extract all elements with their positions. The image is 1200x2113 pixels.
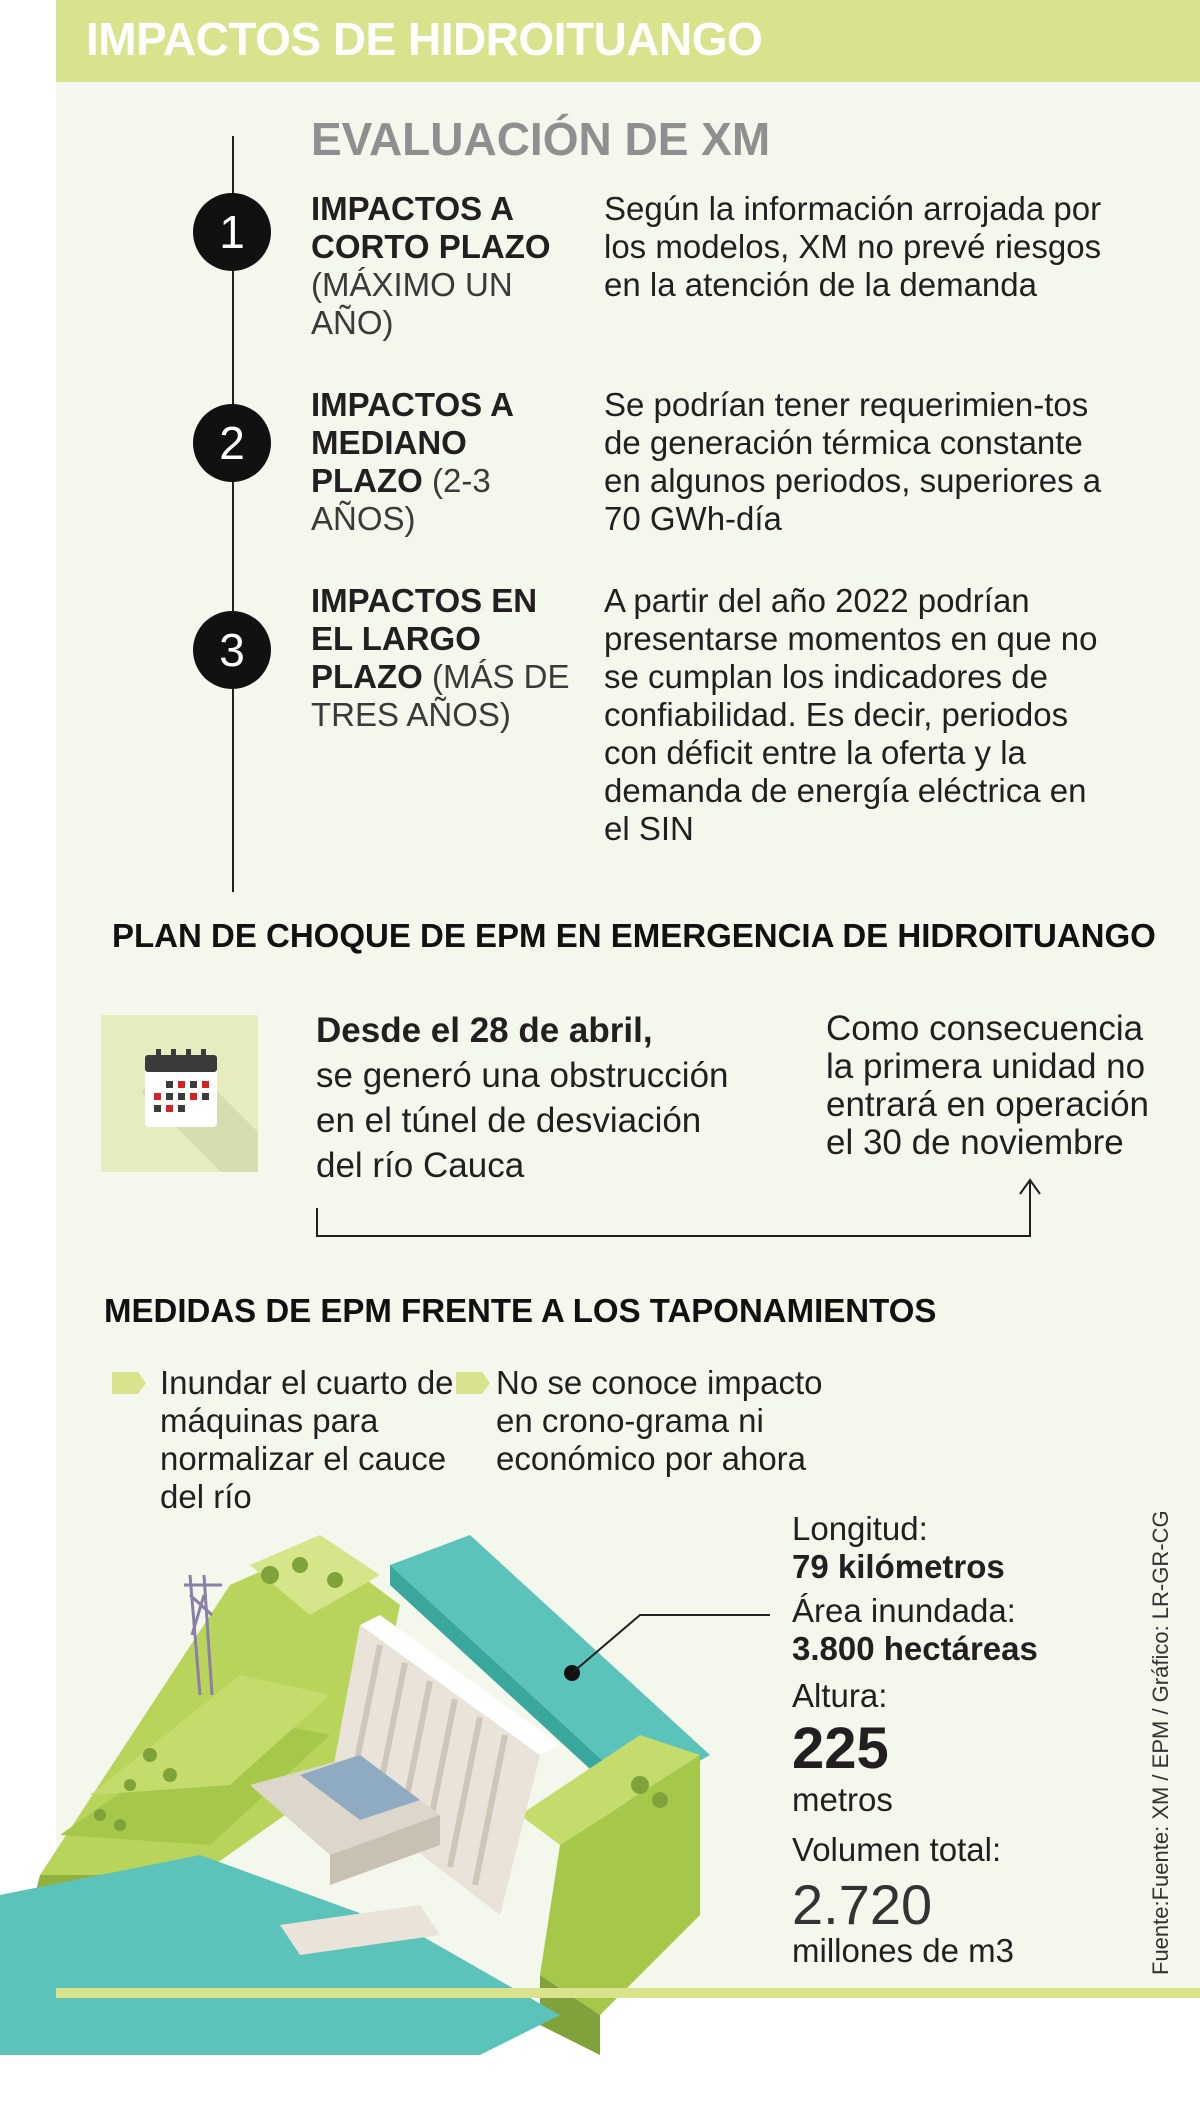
impact-heading-3-bold-1: IMPACTOS EN — [311, 582, 538, 619]
impact-heading-1-bold-1: IMPACTOS A — [311, 190, 514, 227]
stat-length-value-text: 79 kilómetros — [792, 1548, 1005, 1585]
impact-heading-1-sub-2: AÑO) — [311, 304, 394, 341]
stat-height-label: Altura: — [792, 1677, 888, 1714]
bottom-rule — [56, 1988, 1200, 1998]
impact-heading-1-bold-2: CORTO PLAZO — [311, 228, 551, 265]
evaluation-title: EVALUACIÓN DE XM — [311, 113, 771, 165]
measure-item-2: No se conoce impacto en crono-grama ni económico por ahora — [496, 1364, 823, 1477]
plan-left-body: se generó una obstrucción en el túnel de desviación del río Cauca — [316, 1056, 729, 1185]
source-credits: Fuente:Fuente: XM / EPM / Gráfico: LR-GR-CG — [1148, 1510, 1173, 1975]
page-title: IMPACTOS DE HIDROITUANGO — [86, 13, 763, 65]
impact-heading-3-bold-2: EL LARGO — [311, 620, 481, 657]
stat-volume-value: 2.720 — [792, 1873, 933, 1936]
stat-height-value: 225 — [792, 1716, 889, 1781]
impact-heading-2-sub-2: AÑOS) — [311, 500, 416, 537]
plan-right-text: Como consecuencia la primera unidad no entrará en operación el 30 de noviembre — [826, 1009, 1149, 1162]
stat-volume-unit: millones de m3 — [792, 1932, 1014, 1969]
impact-text-3: A partir del año 2022 podrían presentarse momentos en que no se cumplan los indicadores de confiabilidad. Es decir, periodos con déficit entre la oferta y la demanda de energía eléctrica en el SIN — [604, 582, 1098, 847]
impact-text-1: Según la información arrojada por los modelos, XM no prevé riesgos en la atención de la demanda — [604, 190, 1102, 303]
measure-item-1: Inundar el cuarto de máquinas para normalizar el cauce del río — [160, 1364, 454, 1515]
stat-height-unit: metros — [792, 1781, 893, 1818]
plan-title: PLAN DE CHOQUE DE EPM EN EMERGENCIA DE HIDROITUANGO — [112, 917, 1156, 954]
impact-heading-3-sub-2: TRES AÑOS) — [311, 696, 511, 733]
bullet-arrow-icon — [456, 1372, 490, 1394]
step-number-3: 3 — [193, 611, 271, 689]
measures-title: MEDIDAS DE EPM FRENTE A LOS TAPONAMIENTOS — [104, 1292, 937, 1329]
step-number-2: 2 — [193, 404, 271, 482]
stat-volume-label: Volumen total: — [792, 1831, 1002, 1868]
impact-heading-2-bold-1: IMPACTOS A — [311, 386, 514, 423]
impact-heading-2-bold-2: MEDIANO — [311, 424, 467, 461]
bullet-arrow-icon — [112, 1372, 146, 1394]
step-number-1: 1 — [193, 193, 271, 271]
impact-heading-1-sub-1: (MÁXIMO UN — [311, 266, 513, 303]
stat-area-value-text: 3.800 hectáreas — [792, 1630, 1038, 1667]
impact-heading-3-sub-1: (MÁS DE — [432, 658, 570, 695]
impact-heading-2-sub-1: (2-3 — [432, 462, 491, 499]
plan-left-lead: Desde el 28 de abril, — [316, 1011, 653, 1050]
stat-area-label: Área inundada: — [792, 1592, 1016, 1629]
dam-illustration — [0, 1455, 720, 2055]
stat-length-label: Longitud: — [792, 1510, 928, 1547]
stat-area-value — [792, 1630, 1038, 1668]
impact-heading-2-bold-3: PLAZO — [311, 462, 423, 499]
impact-heading-3-bold-3: PLAZO — [311, 658, 423, 695]
impact-text-2: Se podrían tener requerimien-tos de generación térmica constante en algunos periodos, superiores a 70 GWh-día — [604, 386, 1102, 537]
stat-length-value — [792, 1548, 1005, 1586]
